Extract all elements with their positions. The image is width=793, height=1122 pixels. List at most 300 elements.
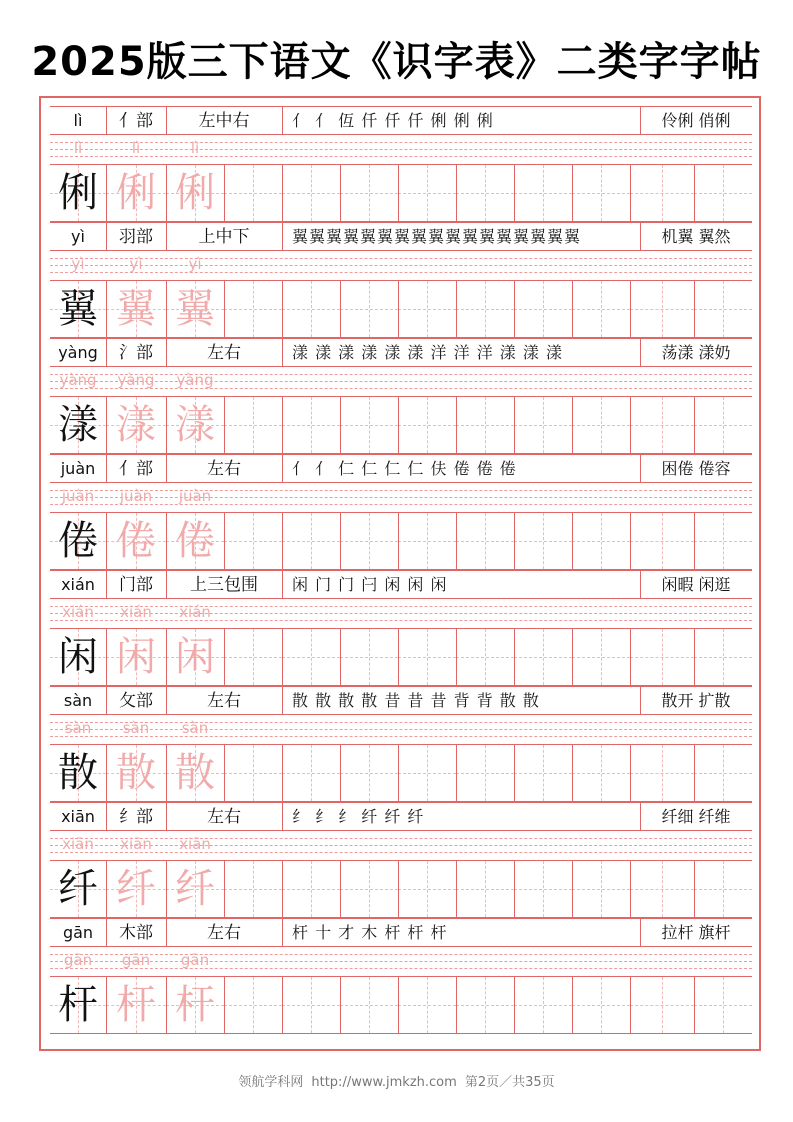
grid-divider [224,165,225,221]
trace-character: 俐 [116,170,156,216]
pinyin-trace: xián [120,603,152,621]
page-footer [0,1071,793,1090]
grid-cell[interactable] [106,629,166,685]
cell-guide-vertical [427,165,428,221]
grid-cell[interactable] [224,745,282,801]
pinyin-trace: lì [131,139,141,157]
grid-cell[interactable] [694,281,752,337]
character-entry [50,686,752,802]
trace-character: 俐 [175,170,215,216]
grid-cell[interactable] [630,165,694,221]
example-words: 机翼 翼然 [661,227,731,246]
grid-cell[interactable] [282,281,340,337]
grid-cell[interactable] [340,745,398,801]
cell-guide-vertical [427,745,428,801]
grid-divider [514,861,515,917]
cell-guide-vertical [311,281,312,337]
grid-divider [282,745,283,801]
grid-cell[interactable] [340,629,398,685]
grid-cell[interactable] [630,281,694,337]
grid-cell[interactable] [694,513,752,569]
grid-cell[interactable] [514,977,572,1033]
cell-guide-vertical [311,165,312,221]
grid-divider [630,745,631,801]
grid-divider [282,223,283,250]
grid-cell[interactable] [282,861,340,917]
character-entry [50,106,752,222]
example-words: 拉杆 旗杆 [661,923,731,942]
grid-cell[interactable] [224,629,282,685]
grid-cell[interactable] [166,977,224,1033]
structure-label: 左右 [207,459,241,479]
pinyin-label: sàn [63,691,93,710]
grid-cell[interactable] [456,281,514,337]
grid-cell[interactable] [282,977,340,1033]
grid-cell[interactable] [282,165,340,221]
cell-guide-vertical [662,397,663,453]
cell-guide-vertical [723,281,724,337]
grid-cell[interactable] [398,513,456,569]
trace-character: 翼 [175,286,215,332]
grid-divider [224,397,225,453]
cell-guide-vertical [723,513,724,569]
grid-cell[interactable] [224,165,282,221]
grid-cell[interactable] [50,281,106,337]
grid-divider [514,397,515,453]
cell-guide-vertical [485,397,486,453]
grid-cell[interactable] [106,513,166,569]
cell-guide-vertical [311,513,312,569]
cell-guide-vertical [601,397,602,453]
cell-guide-vertical [723,977,724,1033]
grid-cell[interactable] [630,861,694,917]
grid-divider [340,745,341,801]
trace-character: 闲 [175,634,215,680]
pinyin-label: xiān [61,807,95,826]
pinyin-trace: yàng [176,371,214,389]
grid-cell[interactable] [694,861,752,917]
grid-divider [224,513,225,569]
grid-cell[interactable] [398,977,456,1033]
grid-cell[interactable] [340,513,398,569]
cell-guide-vertical [485,861,486,917]
cell-guide-vertical [543,281,544,337]
cell-guide-vertical [662,977,663,1033]
pinyin-trace: xiān [62,835,94,853]
grid-divider [694,745,695,801]
cell-guide-vertical [601,629,602,685]
pinyin-practice-row [50,717,752,743]
grid-divider [456,861,457,917]
grid-cell[interactable] [106,165,166,221]
pinyin-trace: sàn [181,719,209,737]
character-entry [50,802,752,918]
pinyin-label: yì [71,227,85,246]
trace-character: 闲 [116,634,156,680]
info-row [50,686,752,715]
grid-divider [572,977,573,1033]
grid-divider [340,513,341,569]
grid-divider [456,397,457,453]
grid-divider [694,861,695,917]
model-character: 纤 [58,866,98,912]
grid-divider [340,397,341,453]
footer-url[interactable]: http://www.jmkzh.com [311,1075,457,1090]
structure-label: 左右 [207,343,241,363]
cell-guide-vertical [723,165,724,221]
cell-guide-vertical [601,513,602,569]
radical-label: 氵部 [119,343,153,363]
grid-cell[interactable] [398,165,456,221]
cell-guide-vertical [427,861,428,917]
grid-cell[interactable] [340,977,398,1033]
grid-divider [282,803,283,830]
grid-divider [224,977,225,1033]
grid-cell[interactable] [106,977,166,1033]
grid-cell[interactable] [398,629,456,685]
grid-cell[interactable] [50,745,106,801]
info-row [50,454,752,483]
cell-guide-vertical [601,977,602,1033]
grid-divider [630,281,631,337]
cell-guide-vertical [369,165,370,221]
info-row [50,106,752,135]
cell-guide-vertical [427,281,428,337]
grid-cell[interactable] [398,281,456,337]
grid-divider [572,861,573,917]
stroke-order: 纟 纟 纟 纤 纤 纤 [292,807,425,826]
cell-guide-vertical [662,629,663,685]
grid-cell[interactable] [630,977,694,1033]
grid-cell[interactable] [282,397,340,453]
character-grid-row [50,628,752,686]
radical-label: 亻部 [119,459,153,479]
character-grid-row [50,512,752,570]
grid-cell[interactable] [514,861,572,917]
pinyin-trace: lì [73,139,83,157]
grid-cell[interactable] [572,165,630,221]
pinyin-trace: xiān [120,835,152,853]
info-row [50,570,752,599]
character-grid-row [50,744,752,802]
grid-divider [398,513,399,569]
structure-label: 左右 [207,807,241,827]
cell-guide-vertical [311,629,312,685]
cell-guide-vertical [543,745,544,801]
grid-cell[interactable] [630,629,694,685]
grid-cell[interactable] [340,281,398,337]
grid-divider [514,629,515,685]
pinyin-trace: juàn [178,487,212,505]
cell-guide-vertical [601,861,602,917]
pinyin-trace: gān [63,951,93,969]
grid-cell[interactable] [514,165,572,221]
cell-guide-vertical [311,745,312,801]
cell-guide-vertical [485,745,486,801]
model-character: 倦 [58,518,98,564]
stroke-order: 杆 十 才 木 杆 杆 杆 [292,923,448,942]
character-grid-row [50,976,752,1034]
grid-divider [572,165,573,221]
grid-cell[interactable] [514,281,572,337]
cell-guide-vertical [601,281,602,337]
grid-cell[interactable] [340,397,398,453]
grid-divider [514,513,515,569]
grid-cell[interactable] [106,745,166,801]
model-character: 翼 [58,286,98,332]
info-row [50,222,752,251]
grid-cell[interactable] [456,977,514,1033]
stroke-order: 漾 漾 漾 漾 漾 漾 洋 洋 洋 漾 漾 漾 [292,343,563,362]
grid-divider [694,397,695,453]
grid-cell[interactable] [50,629,106,685]
grid-cell[interactable] [282,513,340,569]
trace-character: 散 [175,750,215,796]
pinyin-trace: yì [188,255,202,273]
grid-divider [456,977,457,1033]
practice-sheet [39,96,761,1051]
pinyin-trace: xián [179,603,211,621]
grid-cell[interactable] [514,397,572,453]
grid-divider [282,861,283,917]
grid-divider [398,629,399,685]
grid-divider [514,745,515,801]
grid-divider [456,165,457,221]
grid-divider [694,629,695,685]
pinyin-trace: gān [121,951,151,969]
info-row [50,338,752,367]
grid-cell[interactable] [50,861,106,917]
grid-cell[interactable] [282,629,340,685]
cell-guide-vertical [369,281,370,337]
cell-guide-vertical [662,513,663,569]
grid-cell[interactable] [224,281,282,337]
grid-divider [630,165,631,221]
character-grid-row [50,396,752,454]
grid-cell[interactable] [398,397,456,453]
grid-cell[interactable] [106,397,166,453]
cell-guide-vertical [543,165,544,221]
grid-cell[interactable] [166,165,224,221]
grid-cell[interactable] [630,397,694,453]
grid-cell[interactable] [50,165,106,221]
grid-divider [456,745,457,801]
grid-cell[interactable] [50,513,106,569]
character-grid-row [50,860,752,918]
trace-character: 纤 [175,866,215,912]
grid-cell[interactable] [456,745,514,801]
cell-guide-vertical [253,629,254,685]
grid-cell[interactable] [572,397,630,453]
grid-divider [456,513,457,569]
grid-divider [398,281,399,337]
grid-cell[interactable] [224,397,282,453]
grid-divider [282,165,283,221]
grid-cell[interactable] [224,861,282,917]
grid-cell[interactable] [50,397,106,453]
grid-divider [398,397,399,453]
grid-divider [694,977,695,1033]
grid-divider [398,977,399,1033]
cell-guide-vertical [427,397,428,453]
grid-cell[interactable] [694,629,752,685]
cell-guide-vertical [253,745,254,801]
grid-divider [572,281,573,337]
cell-guide-vertical [485,629,486,685]
grid-divider [282,571,283,598]
cell-guide-vertical [485,513,486,569]
grid-cell[interactable] [514,745,572,801]
grid-divider [282,629,283,685]
grid-cell[interactable] [456,629,514,685]
grid-divider [694,165,695,221]
cell-guide-vertical [427,629,428,685]
grid-divider [340,281,341,337]
grid-cell[interactable] [572,629,630,685]
pinyin-trace: xiān [179,835,211,853]
grid-divider [282,281,283,337]
cell-guide-vertical [723,397,724,453]
trace-character: 倦 [116,518,156,564]
cell-guide-vertical [543,861,544,917]
grid-cell[interactable] [456,513,514,569]
pinyin-trace: yàng [117,371,155,389]
character-entry [50,918,752,1034]
cell-guide-vertical [369,629,370,685]
pinyin-trace: lì [190,139,200,157]
grid-cell[interactable] [572,513,630,569]
cell-guide-vertical [662,165,663,221]
grid-divider [340,861,341,917]
radical-label: 门部 [119,575,153,595]
pinyin-label: juàn [60,459,96,478]
grid-cell[interactable] [340,861,398,917]
grid-cell[interactable] [572,861,630,917]
grid-cell[interactable] [514,513,572,569]
grid-cell[interactable] [572,281,630,337]
grid-cell[interactable] [694,165,752,221]
trace-character: 倦 [175,518,215,564]
stroke-order: 亻 亻 仁 仁 仁 仁 伕 倦 倦 倦 [292,459,517,478]
grid-cell[interactable] [106,861,166,917]
grid-cell[interactable] [456,397,514,453]
structure-label: 左右 [207,691,241,711]
character-entry [50,222,752,338]
structure-label: 左右 [207,923,241,943]
pinyin-trace: juàn [61,487,95,505]
trace-character: 翼 [116,286,156,332]
grid-divider [630,861,631,917]
radical-label: 羽部 [119,227,153,247]
structure-label: 左中右 [198,111,250,131]
grid-divider [224,861,225,917]
grid-divider [340,629,341,685]
grid-cell[interactable] [694,977,752,1033]
grid-divider [224,281,225,337]
cell-guide-vertical [369,513,370,569]
character-grid-row [50,280,752,338]
grid-divider [630,977,631,1033]
radical-label: 纟部 [119,807,153,827]
grid-cell[interactable] [106,281,166,337]
character-entry [50,338,752,454]
cell-guide-vertical [427,977,428,1033]
pinyin-practice-row [50,137,752,163]
grid-divider [340,977,341,1033]
grid-divider [630,513,631,569]
cell-guide-vertical [723,745,724,801]
grid-divider [340,165,341,221]
example-words: 荡漾 漾奶 [661,343,731,362]
grid-cell[interactable] [694,397,752,453]
grid-cell[interactable] [514,629,572,685]
character-entry [50,454,752,570]
grid-cell[interactable] [398,745,456,801]
grid-cell[interactable] [166,745,224,801]
grid-divider [572,629,573,685]
grid-cell[interactable] [166,629,224,685]
grid-divider [282,455,283,482]
pinyin-practice-row [50,833,752,859]
grid-cell[interactable] [572,977,630,1033]
cell-guide-vertical [601,745,602,801]
cell-guide-vertical [311,977,312,1033]
radical-label: 木部 [119,923,153,943]
grid-cell[interactable] [572,745,630,801]
grid-divider [694,513,695,569]
pinyin-label: yàng [58,343,98,362]
cell-guide-vertical [253,397,254,453]
grid-cell[interactable] [398,861,456,917]
grid-cell[interactable] [224,977,282,1033]
grid-cell[interactable] [630,513,694,569]
pinyin-practice-row [50,253,752,279]
grid-cell[interactable] [456,861,514,917]
grid-divider [282,977,283,1033]
grid-cell[interactable] [694,745,752,801]
cell-guide-vertical [723,629,724,685]
trace-character: 纤 [116,866,156,912]
footer-site: 领航学科网 [238,1075,304,1090]
cell-guide-vertical [601,165,602,221]
pinyin-trace: xián [62,603,94,621]
cell-guide-vertical [485,977,486,1033]
grid-cell[interactable] [456,165,514,221]
cell-guide-vertical [723,861,724,917]
grid-cell[interactable] [166,281,224,337]
example-words: 伶俐 俏俐 [661,111,731,130]
grid-cell[interactable] [166,513,224,569]
trace-character: 漾 [116,402,156,448]
model-character: 散 [58,750,98,796]
pinyin-label: gān [62,923,94,942]
cell-guide-vertical [485,281,486,337]
grid-divider [694,281,695,337]
grid-cell[interactable] [166,397,224,453]
grid-cell[interactable] [50,977,106,1033]
grid-cell[interactable] [282,745,340,801]
cell-guide-vertical [369,745,370,801]
grid-cell[interactable] [340,165,398,221]
cell-guide-vertical [253,861,254,917]
pinyin-practice-row [50,601,752,627]
grid-cell[interactable] [224,513,282,569]
cell-guide-vertical [369,861,370,917]
grid-cell[interactable] [166,861,224,917]
grid-cell[interactable] [630,745,694,801]
example-words: 纤细 纤维 [661,807,731,826]
trace-character: 杆 [116,982,156,1028]
